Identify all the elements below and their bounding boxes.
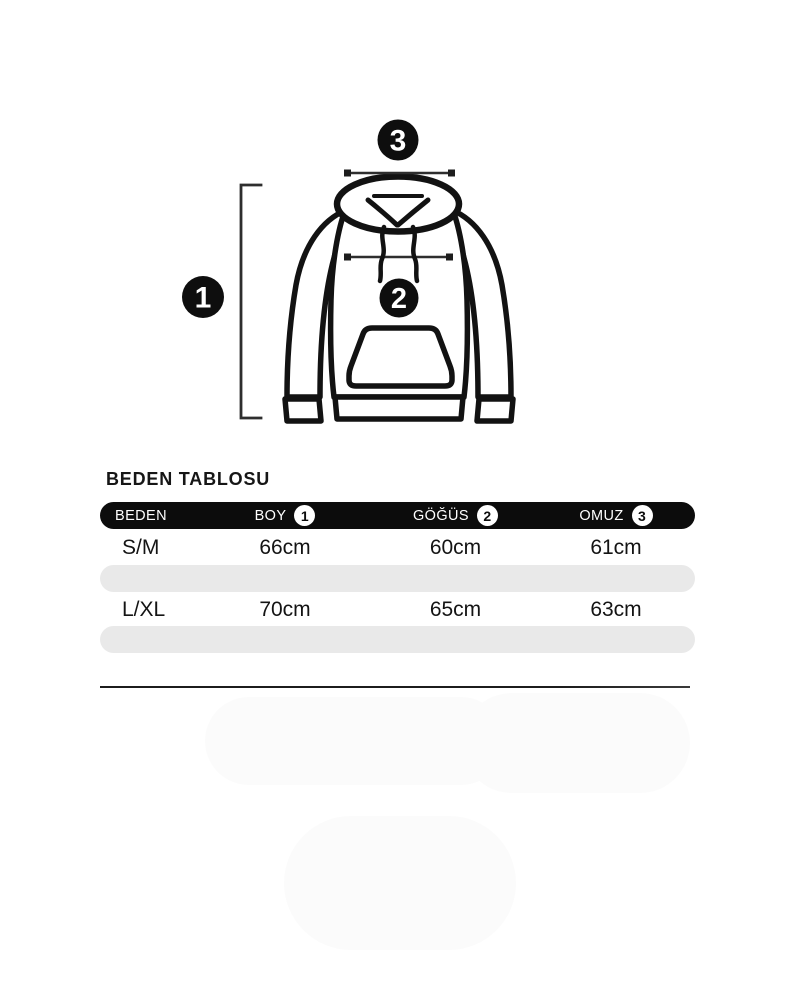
size-chart-header-bar [100,502,695,529]
column-badge-2-icon: 2 [477,505,498,526]
hoodie-pocket [349,328,452,386]
cell-gogus: 65cm [429,598,482,621]
hoodie-waistband [335,397,463,419]
column-header-omuz [537,505,695,526]
faint-shadow-blob [284,816,516,950]
cell-omuz: 63cm [590,598,642,621]
hoodie-left-cuff [285,399,321,421]
column-label-omuz: OMUZ [579,507,624,524]
faint-shadow-blob [462,693,690,793]
hoodie-measurement-diagram [0,0,800,460]
cell-boy: 70cm [259,598,311,621]
column-badge-3-icon: 3 [632,505,653,526]
column-header-beden [100,508,196,524]
marker-number-3: 3 [389,124,407,158]
row-separator-stripe [100,565,695,592]
table-row-sm [100,532,695,564]
marker-number-2: 2 [390,283,408,315]
column-label-beden: BEDEN [115,507,167,524]
column-header-boy [196,505,374,526]
marker-badge-2 [380,279,419,318]
column-label-gogus: GÖĞÜS [413,507,469,524]
cell-omuz: 61cm [590,536,642,559]
marker-badge-3 [378,120,419,161]
bottom-divider-line [100,686,690,688]
cell-gogus: 60cm [429,536,482,559]
column-header-gogus [374,505,537,526]
marker-number-1: 1 [194,281,212,315]
row-separator-stripe [100,626,695,653]
size-chart-title: BEDEN TABLOSU [106,469,271,489]
faint-shadow-blob [205,697,505,785]
table-row-lxl [100,594,695,626]
column-label-boy: BOY [254,507,287,524]
marker-badge-1 [182,276,224,318]
cell-size: S/M [122,536,160,559]
column-badge-1-icon: 1 [294,505,315,526]
cell-size: L/XL [122,598,166,621]
cell-boy: 66cm [259,536,311,559]
hoodie-right-cuff [477,399,513,421]
length-measure-bracket [241,185,261,418]
